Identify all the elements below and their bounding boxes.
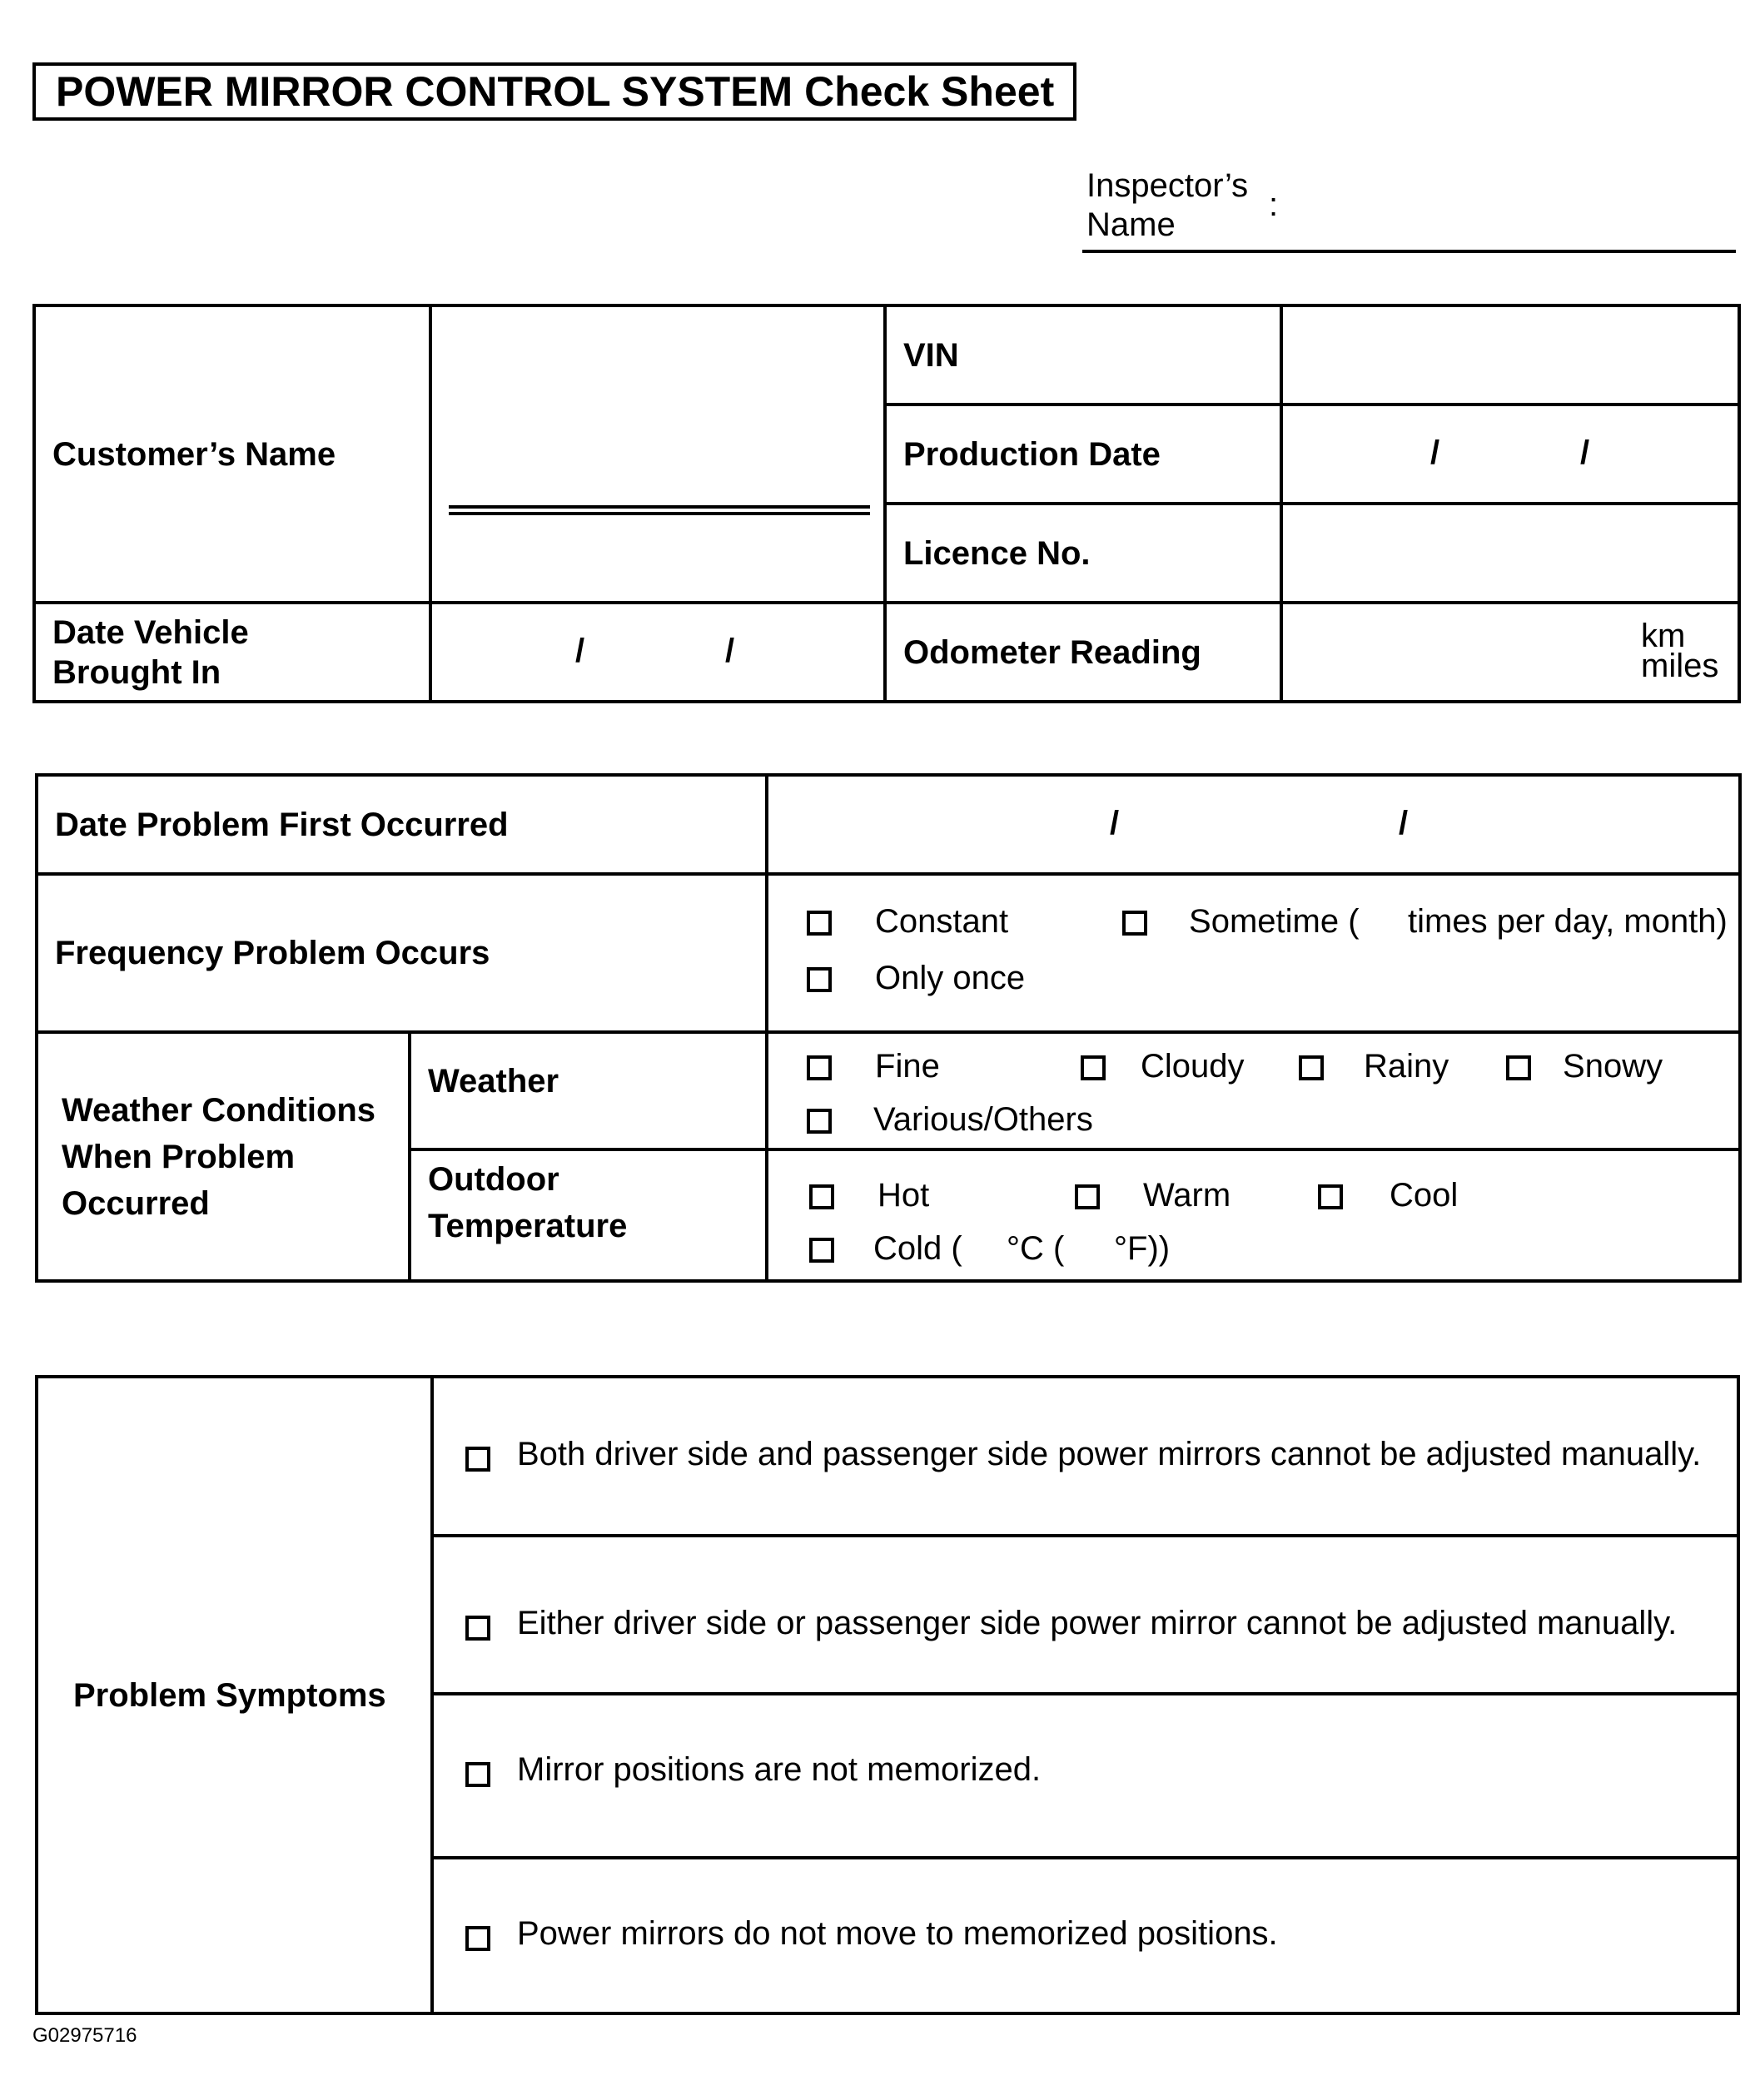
inspector-label-line1: Inspector’s bbox=[1086, 167, 1249, 204]
cloudy-checkbox[interactable] bbox=[1081, 1055, 1106, 1080]
date-first-slash-1: / bbox=[1110, 805, 1120, 841]
outdoor-temp-line2: Temperature bbox=[428, 1208, 628, 1244]
hot-checkbox[interactable] bbox=[809, 1184, 834, 1209]
hot-label: Hot bbox=[878, 1177, 930, 1214]
various-label: Various/Others bbox=[873, 1101, 1093, 1138]
symptom-row-3 bbox=[432, 1694, 1738, 1858]
warm-checkbox[interactable] bbox=[1075, 1184, 1100, 1209]
customer-name-double-line bbox=[449, 505, 870, 515]
warm-label: Warm bbox=[1143, 1177, 1231, 1214]
weather-conditions-line3: Occurred bbox=[62, 1184, 210, 1222]
odometer-unit-km: km bbox=[1641, 618, 1686, 654]
symptom-3-label: Mirror positions are not memorized. bbox=[517, 1751, 1042, 1788]
date-brought-in-label bbox=[34, 603, 430, 702]
date-brought-in-line1: Date Vehicle bbox=[52, 613, 249, 651]
customer-name-field[interactable] bbox=[430, 305, 885, 603]
symptom-1-checkbox[interactable] bbox=[465, 1447, 490, 1472]
figure-code: G02975716 bbox=[32, 2024, 137, 2047]
date-first-slash-2: / bbox=[1399, 805, 1409, 841]
symptom-row-4 bbox=[432, 1858, 1738, 2013]
vin-label: VIN bbox=[885, 305, 1281, 405]
constant-checkbox[interactable] bbox=[807, 911, 832, 936]
symptom-2-checkbox[interactable] bbox=[465, 1616, 490, 1641]
temperature-options bbox=[767, 1149, 1740, 1281]
cloudy-label: Cloudy bbox=[1141, 1048, 1245, 1085]
only-once-label: Only once bbox=[875, 960, 1026, 996]
date-brought-in-line2: Brought In bbox=[52, 653, 221, 691]
symptom-row-1 bbox=[432, 1377, 1738, 1536]
licence-field[interactable] bbox=[1281, 504, 1739, 603]
page-title: POWER MIRROR CONTROL SYSTEM Check Sheet bbox=[32, 62, 1076, 121]
sometime-checkbox[interactable] bbox=[1122, 911, 1147, 936]
date-brought-in-slash-2: / bbox=[725, 633, 735, 669]
weather-conditions-line2: When Problem bbox=[62, 1138, 296, 1175]
rainy-checkbox[interactable] bbox=[1299, 1055, 1324, 1080]
fine-label: Fine bbox=[875, 1048, 940, 1085]
inspector-name-label bbox=[1086, 166, 1248, 245]
weather-label: Weather bbox=[410, 1032, 767, 1149]
weather-conditions-label bbox=[37, 1032, 410, 1281]
vin-field[interactable] bbox=[1281, 305, 1739, 405]
problem-occurrence-table bbox=[35, 773, 1742, 1283]
frequency-label: Frequency Problem Occurs bbox=[37, 874, 767, 1032]
odometer-field[interactable] bbox=[1281, 603, 1739, 702]
date-first-occurred-label: Date Problem First Occurred bbox=[37, 775, 767, 874]
snowy-label: Snowy bbox=[1563, 1048, 1663, 1085]
symptom-1-label: Both driver side and passenger side power mirrors cannot be adjusted manually. bbox=[517, 1436, 1702, 1472]
weather-conditions-line1: Weather Conditions bbox=[62, 1091, 376, 1129]
frequency-options bbox=[767, 874, 1740, 1032]
production-date-field[interactable] bbox=[1281, 405, 1739, 504]
inspector-label-line2: Name bbox=[1086, 206, 1176, 243]
various-checkbox[interactable] bbox=[807, 1109, 832, 1134]
cool-checkbox[interactable] bbox=[1318, 1184, 1343, 1209]
fine-checkbox[interactable] bbox=[807, 1055, 832, 1080]
cold-fahrenheit: °F)) bbox=[1114, 1230, 1171, 1267]
cool-label: Cool bbox=[1390, 1177, 1459, 1214]
cold-label: Cold ( bbox=[873, 1230, 962, 1267]
symptom-4-label: Power mirrors do not move to memorized positions. bbox=[517, 1915, 1278, 1952]
production-date-slash-2: / bbox=[1580, 434, 1590, 471]
weather-options bbox=[767, 1032, 1740, 1149]
sometime-suffix: times per day, month) bbox=[1408, 903, 1728, 940]
symptom-2-label: Either driver side or passenger side power mirror cannot be adjusted manually. bbox=[517, 1605, 1678, 1641]
symptom-4-checkbox[interactable] bbox=[465, 1926, 490, 1951]
date-first-occurred-field[interactable] bbox=[767, 775, 1740, 874]
outdoor-temperature-label bbox=[410, 1149, 767, 1281]
customer-name-label: Customer’s Name bbox=[34, 305, 430, 603]
vehicle-info-table bbox=[32, 304, 1741, 703]
cold-celsius: °C ( bbox=[1007, 1230, 1065, 1267]
odometer-unit-miles: miles bbox=[1641, 648, 1719, 684]
symptom-3-checkbox[interactable] bbox=[465, 1762, 490, 1787]
date-brought-in-slash-1: / bbox=[575, 633, 585, 669]
sometime-label: Sometime ( bbox=[1189, 903, 1360, 940]
cold-checkbox[interactable] bbox=[809, 1238, 834, 1263]
problem-symptoms-table bbox=[35, 1375, 1740, 2015]
problem-symptoms-label: Problem Symptoms bbox=[37, 1377, 432, 2013]
inspector-colon: : bbox=[1269, 186, 1279, 223]
odometer-label: Odometer Reading bbox=[885, 603, 1281, 702]
production-date-label: Production Date bbox=[885, 405, 1281, 504]
constant-label: Constant bbox=[875, 903, 1009, 940]
date-brought-in-field[interactable] bbox=[430, 603, 885, 702]
inspector-name-field[interactable] bbox=[1082, 250, 1736, 253]
only-once-checkbox[interactable] bbox=[807, 967, 832, 992]
licence-label: Licence No. bbox=[885, 504, 1281, 603]
rainy-label: Rainy bbox=[1364, 1048, 1449, 1085]
snowy-checkbox[interactable] bbox=[1506, 1055, 1531, 1080]
symptom-row-2 bbox=[432, 1536, 1738, 1694]
outdoor-temp-line1: Outdoor bbox=[428, 1161, 559, 1198]
production-date-slash-1: / bbox=[1430, 434, 1440, 471]
